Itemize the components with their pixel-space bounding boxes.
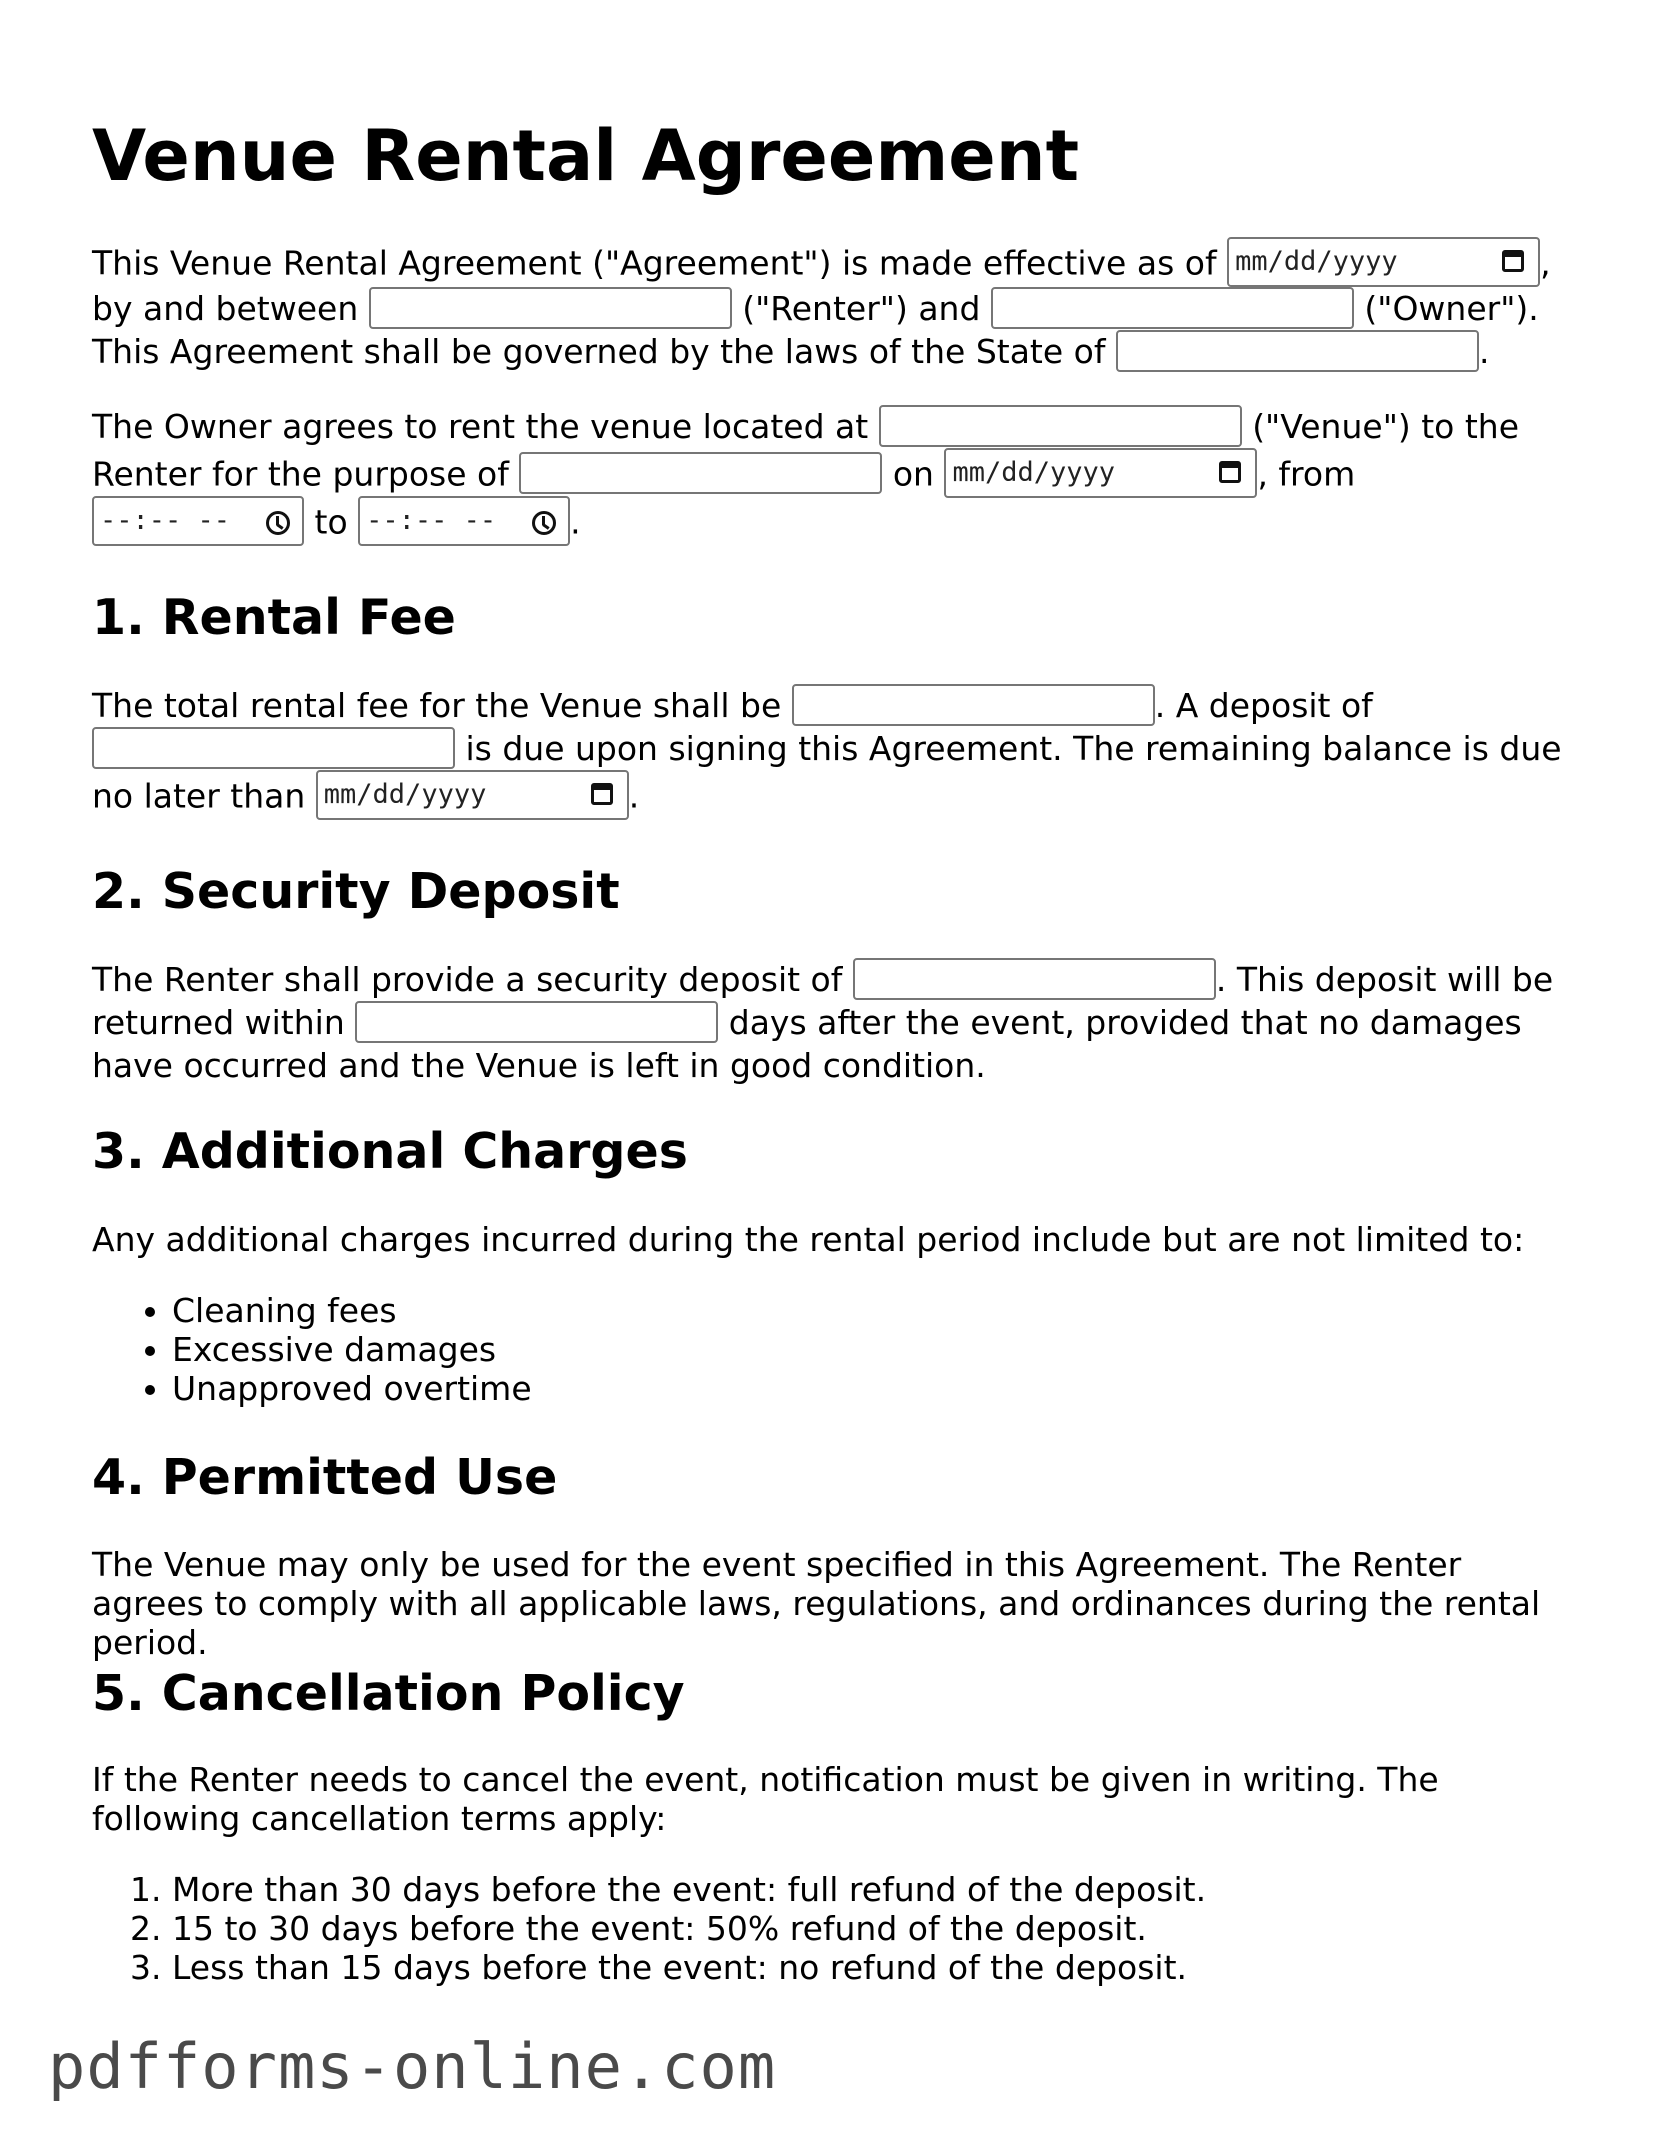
effective-date-input[interactable] [1227, 237, 1540, 287]
venue-address-input[interactable] [879, 405, 1242, 447]
section-heading-rental-fee: 1. Rental Fee [92, 589, 456, 646]
section-heading-additional-charges: 3. Additional Charges [92, 1123, 688, 1180]
section-heading-cancellation-policy: 5. Cancellation Policy [92, 1665, 685, 1722]
deposit-amount-input[interactable] [92, 727, 455, 769]
return-days-input[interactable] [355, 1001, 718, 1043]
intro-text: This Venue Rental Agreement ("Agreement") is made effective as of [92, 243, 1217, 283]
event-date-input[interactable]: mm/dd/yyyy [944, 448, 1257, 498]
cancellation-terms-list [92, 1870, 1206, 1987]
calendar-icon[interactable] [591, 783, 613, 805]
rental-fee-input[interactable] [792, 684, 1155, 726]
date-placeholder: mm/dd/yyyy [1235, 246, 1398, 277]
additional-charges-list [92, 1291, 532, 1408]
venue-line-3: --:-- -- to --:-- -- . [92, 499, 581, 543]
clock-icon[interactable] [266, 511, 290, 535]
venue-line-1: The Owner agrees to rent the venue located at ("Venue") to the [92, 405, 1519, 449]
additional-charges-text: Any additional charges incurred during the rental period include but are not limited to: [92, 1220, 1525, 1259]
permitted-use-text: The Venue may only be used for the event specified in this Agreement. The Renter agrees to comply with all applicable laws, regulations, and ordinances during the rental period. [92, 1545, 1541, 1662]
balance-due-date-input[interactable]: mm/dd/yyyy [316, 770, 629, 820]
calendar-icon[interactable] [1502, 250, 1524, 272]
list-item: • Cleaning fees [172, 1291, 532, 1330]
document-title: Venue Rental Agreement [92, 115, 1080, 197]
renter-name-input[interactable] [369, 287, 732, 329]
list-item: 1. More than 30 days before the event: full refund of the deposit. [172, 1870, 1206, 1909]
owner-name-input[interactable] [991, 287, 1354, 329]
cancellation-text: If the Renter needs to cancel the event, notification must be given in writing. The following cancellation terms apply: [92, 1760, 1439, 1838]
end-time-input[interactable]: --:-- -- [358, 496, 570, 546]
watermark: pdfforms-online.com [48, 2030, 777, 2103]
calendar-icon[interactable] [1219, 461, 1241, 483]
start-time-input[interactable]: --:-- -- [92, 496, 304, 546]
rental-fee-line-1: The total rental fee for the Venue shall be . A deposit of [92, 684, 1373, 728]
security-deposit-line-3: have occurred and the Venue is left in good condition. [92, 1046, 986, 1085]
list-item: 2. 15 to 30 days before the event: 50% refund of the deposit. [172, 1909, 1206, 1948]
intro-line-3: This Agreement shall be governed by the laws of the State of . [92, 330, 1489, 374]
rental-fee-line-3: no later than mm/dd/yyyy . [92, 773, 639, 817]
section-heading-permitted-use: 4. Permitted Use [92, 1449, 558, 1506]
intro-line-1: This Venue Rental Agreement ("Agreement") is made effective as of mm/dd/yyyy , [92, 240, 1551, 284]
security-deposit-line-2: returned within days after the event, provided that no damages [92, 1001, 1522, 1045]
intro-line-2: by and between ("Renter") and ("Owner"). [92, 287, 1539, 331]
event-purpose-input[interactable] [519, 452, 882, 494]
venue-line-2: Renter for the purpose of on mm/dd/yyyy , from [92, 451, 1355, 495]
list-item: • Unapproved overtime [172, 1369, 532, 1408]
rental-fee-line-2: is due upon signing this Agreement. The remaining balance is due [92, 727, 1562, 771]
list-item: • Excessive damages [172, 1330, 532, 1369]
governing-state-input[interactable] [1116, 330, 1479, 372]
security-deposit-line-1: The Renter shall provide a security deposit of . This deposit will be [92, 958, 1553, 1002]
clock-icon[interactable] [532, 511, 556, 535]
section-heading-security-deposit: 2. Security Deposit [92, 863, 620, 920]
security-deposit-input[interactable] [853, 958, 1216, 1000]
list-item: 3. Less than 15 days before the event: no refund of the deposit. [172, 1948, 1206, 1987]
